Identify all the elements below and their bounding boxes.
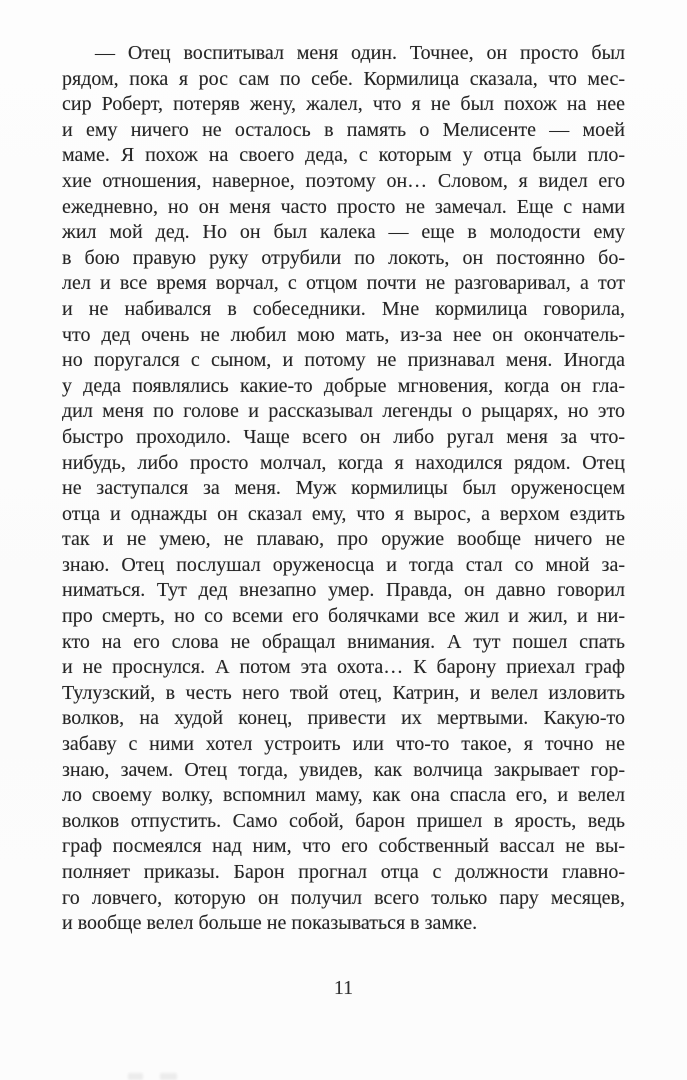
- text-line: у деда появлялись какие-то добрые мгновения, когда он гла-: [62, 374, 625, 397]
- text-line: ниматься. Тут дед внезапно умер. Правда, он давно говорил: [62, 579, 625, 602]
- text-line: — Отец воспитывал меня один. Точнее, он просто был: [95, 42, 625, 64]
- text-line: не заступался за меня. Муж кормилицы был оруженосцем: [62, 477, 625, 500]
- text-line: отца и однажды он сказал ему, что я вырос, а верхом ездить: [62, 502, 625, 525]
- text-line: сир Роберт, потеряв жену, жалел, что я не был похож на нее: [62, 93, 625, 116]
- text-line: в бою правую руку отрубили по локоть, он постоянно бо-: [62, 246, 625, 269]
- text-line: и не проснулся. А потом эта охота… К барону приехал граф: [62, 656, 625, 679]
- text-line: хие отношения, наверное, поэтому он… Словом, я видел его: [62, 169, 625, 192]
- text-line: ежедневно, но он меня часто просто не замечал. Еще с нами: [62, 195, 625, 218]
- text-line: что дед очень не любил мою мать, из-за нее он окончатель-: [62, 323, 625, 346]
- text-line: быстро проходило. Чаще всего он либо ругал меня за что-: [62, 425, 625, 448]
- page-number: 11: [333, 977, 354, 999]
- text-line: маме. Я похож на своего деда, с которым у отца были пло-: [62, 144, 625, 167]
- text-line: знаю. Отец послушал оруженосца и тогда стал со мной за-: [62, 553, 625, 576]
- text-line: лел и все время ворчал, с отцом почти не разговаривал, а тот: [62, 272, 625, 295]
- text-line: про смерть, но со всеми его болячками все жил и жил, и ни-: [62, 605, 625, 628]
- text-line: жил мой дед. Но он был калека — еще в молодости ему: [62, 221, 625, 244]
- text-line: знаю, зачем. Отец тогда, увидев, как волчица закрывает гор-: [62, 758, 625, 781]
- scan-smudge-artifact: [128, 1073, 143, 1080]
- text-line: и не набивался в собеседники. Мне кормилица говорила,: [62, 297, 625, 320]
- text-line: полняет приказы. Барон прогнал отца с должности главно-: [62, 861, 625, 883]
- text-line: нибудь, либо просто молчал, когда я находился рядом. Отец: [62, 451, 625, 474]
- paragraph-text-block: [62, 41, 625, 937]
- text-line: дил меня по голове и рассказывал легенды о рыцарях, но это: [62, 400, 625, 423]
- text-line: так и не умею, не плаваю, про оружие вообще ничего не: [62, 528, 625, 551]
- text-line: Тулузский, в честь него твой отец, Катрин, и велел изловить: [62, 681, 625, 704]
- text-line: забаву с ними хотел устроить или что-то такое, я точно не: [62, 733, 625, 756]
- text-line: и вообще велел больше не показываться в замке.: [62, 912, 478, 935]
- text-line: волков, на худой конец, привести их мертвыми. Какую-то: [62, 707, 625, 730]
- text-line: граф посмеялся над ним, что его собственный вассал не вы-: [62, 835, 625, 858]
- text-line: но поругался с сыном, и потому не признавал меня. Иногда: [62, 349, 625, 372]
- text-line: ло своему волку, вспомнил маму, как она спасла его, и велел: [62, 784, 625, 807]
- text-line: и ему ничего не осталось в память о Мелисенте — моей: [62, 118, 625, 141]
- scan-smudge-artifact: [160, 1073, 177, 1080]
- text-line: волков отпустить. Само собой, барон пришел в ярость, ведь: [62, 809, 625, 832]
- text-line: кто на его слова не обращал внимания. А тут пошел спать: [62, 630, 625, 653]
- text-line: рядом, пока я рос сам по себе. Кормилица сказала, что мес-: [62, 67, 625, 90]
- text-line: го ловчего, которую он получил всего только пару месяцев,: [62, 886, 625, 909]
